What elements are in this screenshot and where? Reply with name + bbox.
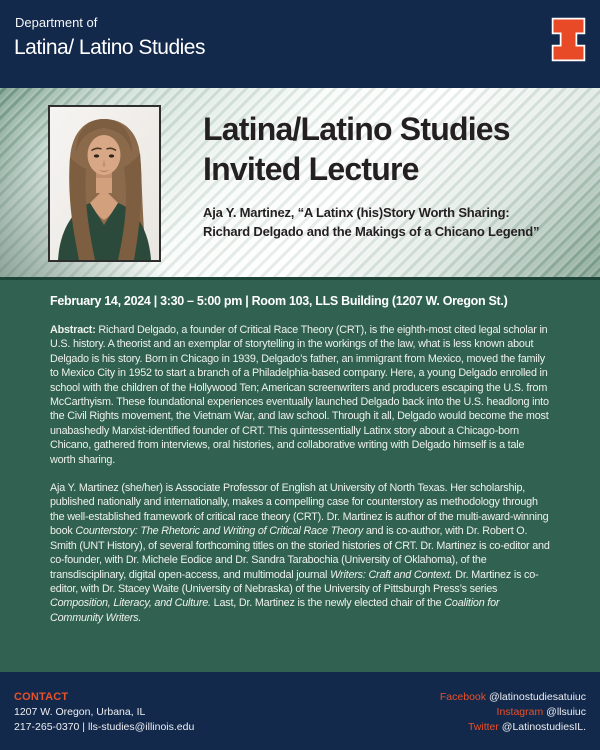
bio-paragraph: Aja Y. Martinez (she/her) is Associate Professor of English at University of North Texas. Her scholarship, published nationally and internationally, makes a compelling case for counterstory as methodology through the well-established framework of critical race theory (CRT). Dr. Martinez is author of the multi-award-winning book Counterstory: The Rhetoric and Writing of Critical Race Theory and is co-author, with Dr. Robert O. Smith (UNT History), of several forthcoming titles on the storied histories of CRT. Dr. Martinez is co-editor and co-founder, with Dr. Michele Eodice and Dr. Sandra Tarabochia (University of Oklahoma), of the transdisciplinary, digital open-access, and multimodal journal Writers: Craft and Context. Dr. Martinez is co-editor, with Dr. Stacey Waite (University of Nebraska) of the University of Pittsburgh Press’s series Composition, Literacy, and Culture. Last, Dr. Martinez is the newly elected chair of the Coalition for Community Writers. bbox=[50, 482, 550, 624]
flyer-body bbox=[0, 280, 600, 672]
illinois-block-i-icon bbox=[550, 16, 587, 63]
facebook-handle bbox=[440, 690, 586, 705]
department-name: Latina/ Latino Studies bbox=[14, 36, 205, 59]
instagram-label: Instagram bbox=[496, 706, 544, 718]
lecture-subtitle-line-2: Richard Delgado and the Makings of a Chicano Legend” bbox=[203, 224, 540, 239]
contact-label: CONTACT bbox=[14, 691, 69, 703]
contact-address: 1207 W. Oregon, Urbana, IL bbox=[14, 706, 146, 718]
lecture-subtitle-line-1: Aja Y. Martinez, “A Latinx (his)Story Worth Sharing: bbox=[203, 205, 510, 220]
facebook-label: Facebook bbox=[439, 691, 487, 703]
twitter-account: @LatinostudiesIL. bbox=[501, 721, 586, 733]
department-eyebrow: Department of bbox=[15, 15, 98, 30]
flyer-footer bbox=[0, 672, 600, 750]
event-details: February 14, 2024 | 3:30 – 5:00 pm | Room 103, LLS Building (1207 W. Oregon St.) bbox=[50, 294, 508, 308]
facebook-account: @latinostudiesatuiuc bbox=[488, 691, 586, 703]
instagram-account: @llsuiuc bbox=[546, 706, 586, 718]
lecture-title-line-2: Invited Lecture bbox=[203, 151, 419, 187]
abstract-paragraph: Abstract: Richard Delgado, a founder of Critical Race Theory (CRT), is the eighth-most cited legal scholar in U.S. history. A theorist and an exemplar of storytelling in the workings of the law, what is less known about Delgado is his story. Born in Chicago in 1939, Delgado’s father, an immigrant from Mexico, moved the family to Mexico City in 1952 to start a branch of a Philadelphia-based company. Here, a young Delgado enrolled in school with the children of the Hollywood Ten; American screenwriters and producers escaping the U.S. from McCarthyism. These foundational experiences eventually launched Delgado back into the U.S. headlong into the Civil Rights movement, the Vietnam War, and law school. Through it all, Delgado would become the most unabashedly Marxist-identified founder of CRT. This quintessentially Latinx story about a Chicago-born Chicano, gathered from interviews, oral histories, and collaborative writing with Delgado himself is a tale worth sharing. bbox=[50, 324, 549, 466]
lecture-subtitle bbox=[203, 203, 583, 241]
contact-block bbox=[14, 690, 194, 750]
contact-phone-email: 217-265-0370 | lls-studies@illinois.edu bbox=[14, 721, 195, 733]
lecture-title bbox=[203, 109, 583, 189]
social-block bbox=[440, 690, 586, 750]
twitter-label: Twitter bbox=[467, 721, 499, 733]
department-header bbox=[0, 0, 600, 88]
speaker-photo bbox=[48, 105, 161, 262]
lecture-title-line-1: Latina/Latino Studies bbox=[203, 111, 510, 147]
hero-band bbox=[0, 88, 600, 280]
twitter-handle bbox=[440, 720, 586, 735]
instagram-handle bbox=[440, 705, 586, 720]
